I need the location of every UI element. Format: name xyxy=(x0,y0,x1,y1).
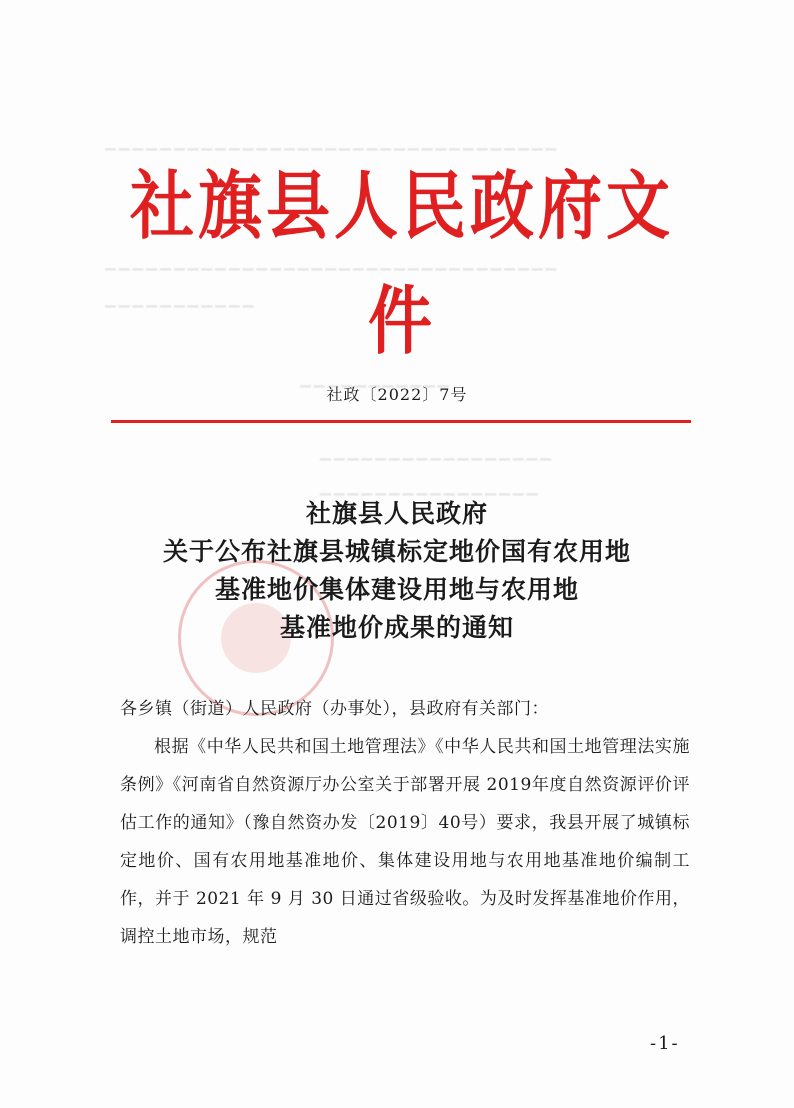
title-line: 关于公布社旗县城镇标定地价国有农用地 xyxy=(162,537,631,566)
bleed-through-texture: ▁▁▁▁▁▁▁▁▁▁▁ xyxy=(300,372,452,388)
title-line: 社旗县人民政府 xyxy=(305,499,488,528)
body-paragraph: 根据《中华人民共和国土地管理法》《中华人民共和国土地管理法实施条例》《河南省自然资源厅办公室关于部署开展 2019年度自然资源评价评估工作的通知》（豫自然资办发〔2019〕40号）要求，我县开展了城镇标定地价、国有农用地基准地价、集体建设用地与农用地基准地价编制工作，并于 2021 年 9 月 30 日通过省级验收。为及时发挥基准地价作用，调控土地市场，规范 xyxy=(120,737,690,947)
bleed-through-texture: ▁▁▁▁▁▁▁▁▁▁▁▁▁▁▁▁ xyxy=(320,480,541,496)
notice-body xyxy=(120,690,690,956)
bleed-through-texture: ▁▁▁▁▁▁▁▁▁▁▁▁▁▁▁▁▁ xyxy=(320,445,555,461)
bleed-through-texture: ▁▁▁▁▁▁▁▁▁▁▁▁▁▁▁▁▁▁▁▁▁▁▁▁▁▁▁▁▁▁▁▁▁ xyxy=(105,255,560,271)
notice-title xyxy=(0,495,794,647)
document-number: 社政〔2022〕7号 xyxy=(326,385,468,404)
bleed-through-texture: ▁▁▁▁▁▁▁▁▁▁▁▁▁▁▁▁▁▁▁▁▁▁▁▁▁▁▁▁▁▁▁▁▁ xyxy=(105,135,560,151)
document-header-title: 社旗县人民政府文件 xyxy=(130,163,674,366)
bleed-through-texture: ▁▁▁▁▁▁▁▁▁▁▁ xyxy=(105,292,257,308)
title-line: 基准地价成果的通知 xyxy=(279,613,514,642)
title-line: 基准地价集体建设用地与农用地 xyxy=(214,575,579,604)
page-number: -1- xyxy=(650,1033,680,1054)
red-divider-line xyxy=(111,420,691,423)
salutation: 各乡镇（街道）人民政府（办事处），县政府有关部门： xyxy=(120,699,549,719)
